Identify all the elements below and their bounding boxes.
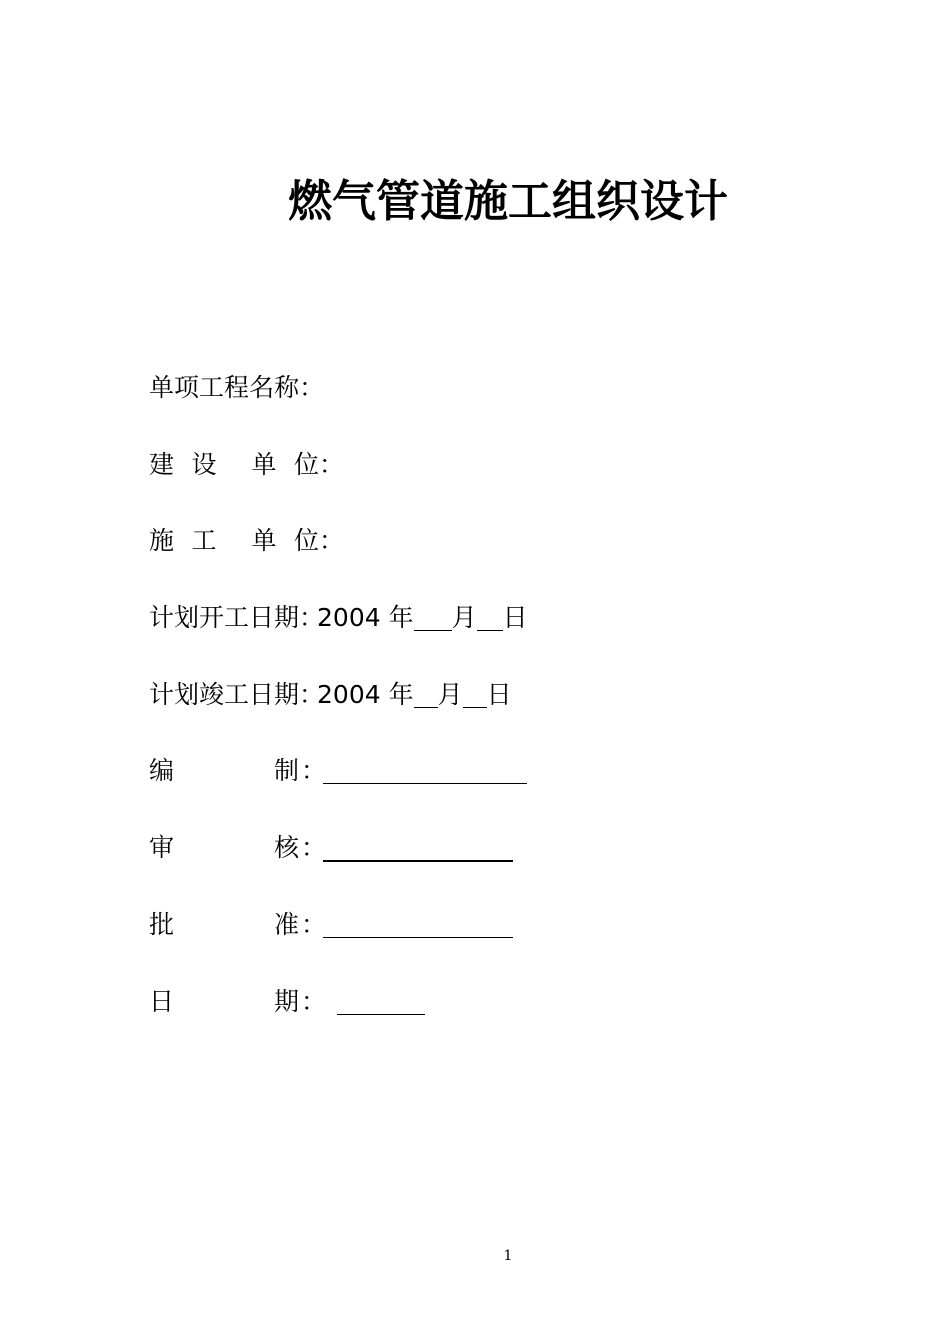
field-date [149,984,425,1020]
approved-by-blank[interactable] [323,907,513,938]
field-prepared-by [149,753,527,789]
field-label: 计划开工日期 [149,603,300,632]
year-unit: 年 [388,680,414,709]
field-colon: ： [301,987,327,1016]
field-label: 日 期 [149,987,299,1016]
month-unit: 月 [451,603,477,632]
field-colon: ： [299,373,325,402]
field-label: 计划竣工日期 [149,680,300,709]
field-label: 批 准 [149,910,299,939]
field-planned-start-date [149,600,528,636]
field-label: 建 设 单 位 [149,450,319,479]
field-colon: ： [319,450,345,479]
field-reviewed-by [149,830,513,866]
day-unit: 日 [502,603,528,632]
field-colon: ： [301,910,327,939]
year-value: 2004 [317,680,381,709]
page-number: 1 [503,1248,513,1264]
day-unit: 日 [486,680,512,709]
field-project-name [149,370,325,406]
day-blank[interactable] [477,600,503,631]
month-blank[interactable] [414,600,452,631]
field-label: 编 制 [149,756,299,785]
field-construction-owner [149,447,345,483]
field-colon: ： [299,603,325,632]
field-colon: ： [301,756,327,785]
reviewed-by-blank[interactable] [323,830,513,862]
field-label: 审 核 [149,833,299,862]
field-planned-completion-date [149,677,512,713]
field-colon: ： [299,680,325,709]
year-unit: 年 [388,603,414,632]
day-blank[interactable] [463,677,487,708]
date-blank[interactable] [337,984,425,1015]
field-label: 施 工 单 位 [149,526,319,555]
month-unit: 月 [437,680,463,709]
field-contractor [149,523,345,559]
prepared-by-blank[interactable] [323,753,527,784]
year-value: 2004 [317,603,381,632]
month-blank[interactable] [414,677,438,708]
field-colon: ： [301,833,327,862]
page-title: 燃气管道施工组织设计 [288,176,728,227]
field-colon: ： [319,526,345,555]
field-approved-by [149,907,513,943]
field-label: 单项工程名称 [149,373,300,402]
